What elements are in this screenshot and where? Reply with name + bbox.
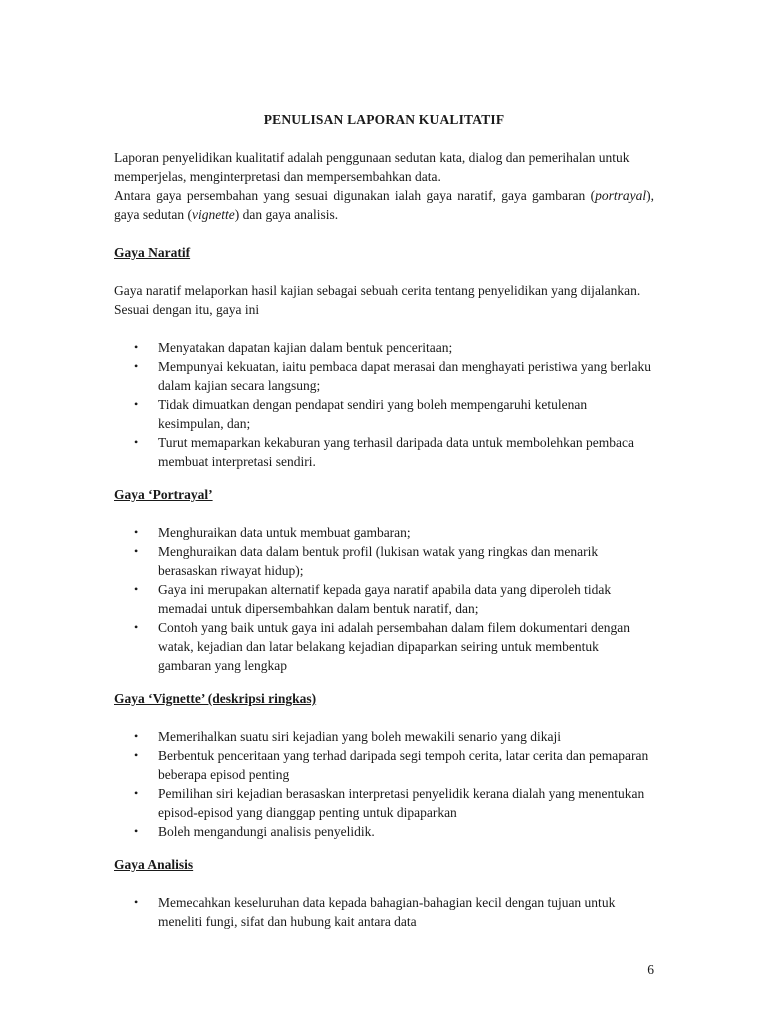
- vignette-bullet-list: [114, 727, 654, 841]
- intro-text-a: Antara gaya persembahan yang sesuai digunakan ialah gaya naratif, gaya gambaran (: [114, 188, 596, 203]
- bullet-icon: •: [134, 359, 139, 373]
- list-item-text: Menyatakan dapatan kajian dalam bentuk penceritaan;: [158, 340, 453, 355]
- intro-text-c: ) dan gaya analisis.: [234, 207, 339, 222]
- bullet-icon: •: [134, 544, 139, 558]
- bullet-icon: •: [134, 824, 139, 838]
- bullet-icon: •: [134, 340, 139, 354]
- bullet-icon: •: [134, 620, 139, 634]
- section-heading-vignette: Gaya ‘Vignette’ (deskripsi ringkas): [114, 691, 317, 706]
- intro-vignette-term: vignette: [191, 207, 235, 222]
- list-item-text: Turut memaparkan kekaburan yang terhasil daripada data untuk membolehkan pembaca membuat interpretasi sendiri.: [158, 435, 634, 469]
- list-item: [114, 433, 654, 471]
- list-item-text: Berbentuk penceritaan yang terhad daripada segi tempoh cerita, latar cerita dan pemaparan beberapa episod penting: [158, 748, 649, 782]
- list-item: [114, 523, 654, 542]
- bullet-icon: •: [134, 895, 139, 909]
- bullet-icon: •: [134, 397, 139, 411]
- page-number: 6: [647, 962, 654, 977]
- list-item: [114, 580, 654, 618]
- portrayal-bullet-list: [114, 523, 654, 675]
- list-item: [114, 893, 654, 931]
- list-item: [114, 746, 654, 784]
- list-item-text: Memecahkan keseluruhan data kepada bahagian-bahagian kecil dengan tujuan untuk meneliti fungi, sifat dan hubung kait antara data: [158, 895, 616, 929]
- intro-text-b: ), gaya sedutan (: [114, 188, 654, 222]
- intro-portrayal-term: portrayal: [595, 188, 647, 203]
- list-item-text: Memerihalkan suatu siri kejadian yang boleh mewakili senario yang dikaji: [158, 729, 562, 744]
- bullet-icon: •: [134, 786, 139, 800]
- list-item: [114, 822, 654, 841]
- list-item: [114, 357, 654, 395]
- bullet-icon: •: [134, 435, 139, 449]
- list-item-text: Tidak dimuatkan dengan pendapat sendiri yang boleh mempengaruhi ketulenan kesimpulan, dan;: [158, 397, 588, 431]
- bullet-icon: •: [134, 748, 139, 762]
- document-body: [114, 110, 654, 931]
- intro-paragraph-1: Laporan penyelidikan kualitatif adalah penggunaan sedutan kata, dialog dan pemerihalan untuk memperjelas, menginterpretasi dan mempersembahkan data.: [114, 150, 630, 184]
- analisis-bullet-list: [114, 893, 654, 931]
- list-item: [114, 784, 654, 822]
- list-item-text: Gaya ini merupakan alternatif kepada gaya naratif apabila data yang diperoleh tidak memadai untuk dipersembahkan dalam bentuk naratif, dan;: [158, 582, 612, 616]
- naratif-bullet-list: [114, 338, 654, 471]
- list-item-text: Menghuraikan data dalam bentuk profil (lukisan watak yang ringkas dan menarik berasaskan riwayat hidup);: [158, 544, 599, 578]
- list-item-text: Contoh yang baik untuk gaya ini adalah persembahan dalam filem dokumentari dengan watak, kejadian dan latar belakang kejadian dipaparkan seiring untuk membentuk gambaran yang lengkap: [158, 620, 630, 673]
- list-item-text: Boleh mengandungi analisis penyelidik.: [158, 824, 375, 839]
- page-title: PENULISAN LAPORAN KUALITATIF: [263, 112, 505, 127]
- bullet-icon: •: [134, 582, 139, 596]
- list-item: [114, 618, 654, 675]
- section-heading-portrayal: Gaya ‘Portrayal’: [114, 487, 213, 502]
- naratif-body: Gaya naratif melaporkan hasil kajian sebagai sebuah cerita tentang penyelidikan yang dijalankan. Sesuai dengan itu, gaya ini: [114, 283, 641, 317]
- list-item-text: Pemilihan siri kejadian berasaskan interpretasi penyelidik kerana dialah yang menentukan episod-episod yang dianggap penting untuk dipaparkan: [158, 786, 645, 820]
- bullet-icon: •: [134, 525, 139, 539]
- intro-paragraph-2: [114, 186, 654, 224]
- list-item-text: Mempunyai kekuatan, iaitu pembaca dapat merasai dan menghayati peristiwa yang berlaku dalam kajian secara langsung;: [158, 359, 651, 393]
- section-heading-naratif: Gaya Naratif: [114, 245, 191, 260]
- list-item: [114, 395, 654, 433]
- section-heading-analisis: Gaya Analisis: [114, 857, 194, 872]
- bullet-icon: •: [134, 729, 139, 743]
- list-item: [114, 542, 654, 580]
- list-item: [114, 338, 654, 357]
- list-item-text: Menghuraikan data untuk membuat gambaran;: [158, 525, 411, 540]
- list-item: [114, 727, 654, 746]
